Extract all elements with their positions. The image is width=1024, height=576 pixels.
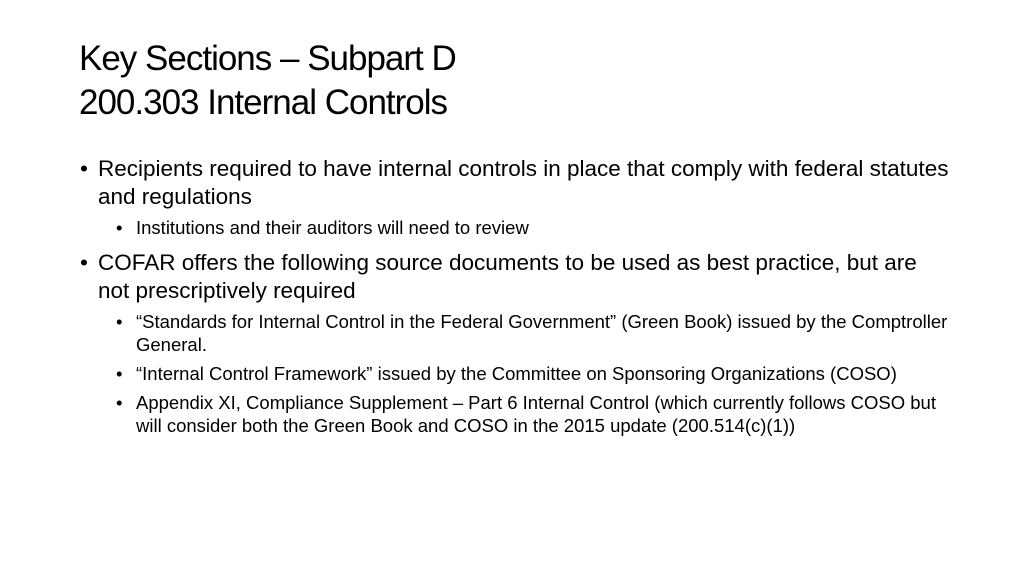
bullet-icon: • — [116, 217, 123, 238]
sub-bullet-text: “Standards for Internal Control in the Federal Government” (Green Book) issued by the Comptroller General. — [136, 311, 948, 355]
bullet-item — [79, 249, 949, 305]
sub-bullet-item — [79, 310, 949, 356]
bullet-text: Recipients required to have internal controls in place that comply with federal statutes and regulations — [98, 156, 949, 209]
sub-bullet-item — [79, 362, 949, 385]
bullet-icon: • — [80, 156, 88, 181]
sub-bullet-list — [79, 310, 949, 437]
slide-body — [79, 155, 949, 447]
slide-title — [79, 37, 959, 125]
bullet-icon: • — [116, 392, 123, 413]
sub-bullet-text: Institutions and their auditors will need to review — [136, 217, 529, 238]
sub-bullet-list — [79, 216, 949, 239]
title-line-2: 200.303 Internal Controls — [79, 83, 448, 122]
title-line-1: Key Sections – Subpart D — [79, 39, 456, 78]
sub-bullet-item — [79, 391, 949, 437]
bullet-icon: • — [80, 250, 88, 275]
bullet-icon: • — [116, 363, 123, 384]
bullet-item — [79, 155, 949, 211]
sub-bullet-item — [79, 216, 949, 239]
bullet-text: COFAR offers the following source documents to be used as best practice, but are not prescriptively required — [98, 250, 917, 303]
sub-bullet-text: Appendix XI, Compliance Supplement – Part 6 Internal Control (which currently follows COSO but will consider both the Green Book and COSO in the 2015 update (200.514(c)(1)) — [136, 392, 936, 436]
sub-bullet-text: “Internal Control Framework” issued by the Committee on Sponsoring Organizations (COSO) — [136, 363, 897, 384]
bullet-icon: • — [116, 311, 123, 332]
